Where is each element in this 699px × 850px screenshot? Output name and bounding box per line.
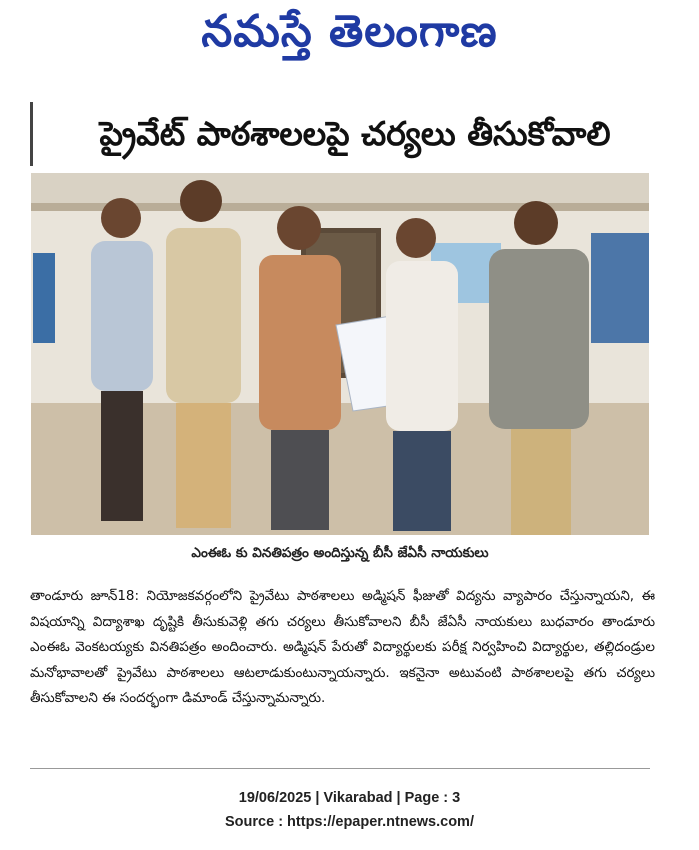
headline-accent-bar — [30, 102, 33, 166]
article-headline: ప్రైవేట్ పాఠశాలలపై చర్యలు తీసుకోవాలి — [99, 114, 611, 153]
masthead-title: నమస్తే తెలంగాణ — [201, 6, 498, 57]
photo-caption: ఎంఈఓ కు వినతిపత్రం అందిస్తున్న బీసీ జేఏసీ నాయకులు — [191, 545, 489, 561]
edition-info: 19/06/2025 | Vikarabad | Page : 3 — [238, 790, 461, 806]
source-link[interactable]: Source : https://epaper.ntnews.com/ — [225, 814, 474, 830]
footer-divider — [30, 768, 650, 769]
newspaper-masthead — [0, 0, 699, 80]
news-photo — [31, 173, 649, 535]
article-body: తాండూరు జూన్18: నియోజకవర్గంలోని ప్రైవేటు పాఠశాలలు అడ్మిషన్ ఫీజుతో విద్యను వ్యాపారం చేస్తున్నాయని, ఈ విషయాన్ని విద్యాశాఖ దృష్టికి తీసుకువెళ్లి తగు చర్యలు తీసుకోవాలని బీసీ జేఏసీ నాయకులు బుధవారం తాండూరు ఎంఈఓ వెంకటయ్యకు వినతిపత్రం అందించారు. అడ్మిషన్ పేరుతో విద్యార్థులకు పరీక్ష నిర్వహించి విద్యార్థుల, తల్లిదండ్రుల మనోభావాలతో ప్రైవేటు పాఠశాలలు ఆటలాడుకుంటున్నాయన్నారు. ఇకనైనా అటువంటి పాఠశాలలపై తగు చర్యలు తీసుకోవాలని ఈ సందర్భంగా డిమాండ్ చేస్తున్నామన్నారు. — [30, 588, 655, 706]
